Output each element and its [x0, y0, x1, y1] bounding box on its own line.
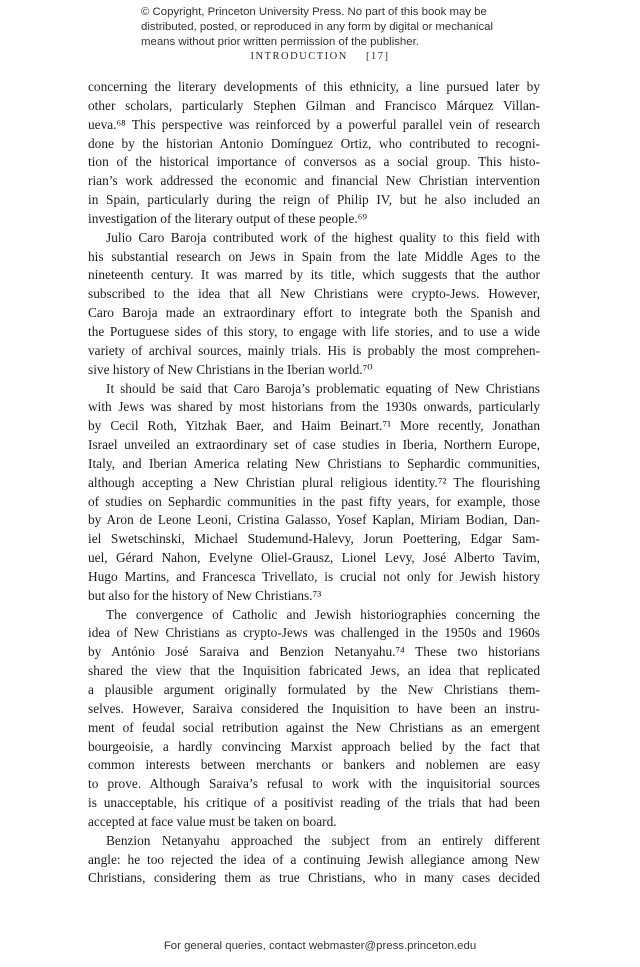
text-line: but also for the history of New Christians.⁷³ [88, 587, 322, 603]
text-line: other scholars, particularly Stephen Gilman and Francisco Márquez Villan- [88, 97, 540, 113]
text-line: investigation of the literary output of these people.⁶⁹ [88, 210, 368, 226]
text-line: Israel unveiled an extraordinary set of case studies in Iberia, Northern Europe, [88, 437, 540, 453]
text-line: variety of archival sources, mainly trials. His is probably the most comprehen- [88, 342, 540, 358]
text-line: a plausible argument originally formulated by the New Christians them- [88, 682, 540, 697]
text-line: the Portuguese sides of this story, to engage with life stories, and to use a wide [88, 323, 540, 339]
text-line: iel Swetschinski, Michael Studemund-Halevy, Jorun Poettering, Edgar Sam- [88, 531, 540, 547]
text-line: idea of New Christians as crypto-Jews was challenged in the 1950s and 1960s [88, 625, 540, 641]
copyright-line: means without prior written permission of the publisher. [141, 36, 419, 48]
text-line: accepted at face value must be taken on board. [88, 813, 337, 829]
paragraph [88, 832, 540, 889]
text-line: his substantial research on Jews in Spain from the late Middle Ages to the [88, 248, 540, 264]
text-line: concerning the literary developments of this ethnicity, a line pursued later by [88, 79, 540, 94]
text-line: uel, Gérard Nahon, Evelyne Oliel-Grausz, Lionel Levy, José Alberto Tavim, [88, 550, 540, 566]
copyright-notice [141, 5, 521, 50]
text-line: with Jews was shared by most historians from the 1930s onwards, particularly [88, 399, 540, 415]
text-line: to prove. Although Saraiva’s refusal to work with the inquisitorial sources [88, 776, 540, 792]
paragraph [88, 380, 540, 606]
text-line: Italy, and Iberian America relating New Christians to Sephardic communities, [88, 455, 540, 471]
text-line: ment of feudal social retribution against the New Christians as an emergent [88, 719, 540, 735]
text-line: common interests between merchants or bankers and noblemen are easy [88, 757, 540, 773]
text-line: although accepting a New Christian plural religious identity.⁷² The flourishing [88, 474, 540, 490]
text-line: Caro Baroja made an extraordinary effort to integrate both the Spanish and [88, 305, 540, 321]
page-number: [17] [365, 51, 390, 62]
text-line: done by the historian Antonio Domínguez Ortiz, who contributed to recogni- [88, 135, 540, 151]
footer-contact: For general queries, contact webmaster@press.princeton.edu [163, 940, 477, 952]
text-line: selves. However, Saraiva considered the Inquisition to have been an instru- [88, 700, 540, 716]
text-line: It should be said that Caro Baroja’s problematic equating of New Christians [106, 380, 540, 396]
text-line: of studies on Sephardic communities in the past fifty years, for example, those [88, 493, 540, 509]
copyright-line: © Copyright, Princeton University Press. No part of this book may be [141, 6, 487, 18]
text-line: by António José Saraiva and Benzion Netanyahu.⁷⁴ These two historians [88, 644, 540, 660]
text-line: in Spain, particularly during the reign of Philip IV, but he also included an [88, 192, 540, 208]
text-line: Julio Caro Baroja contributed work of the highest quality to this field with [106, 229, 540, 245]
paragraph [88, 606, 540, 832]
text-line: angle: he too rejected the idea of a continuing Jewish allegiance among New [88, 851, 540, 867]
text-line: subscribed to the idea that all New Christians were crypto-Jews. However, [88, 286, 540, 302]
body-text [88, 78, 540, 888]
text-line: nineteenth century. It was marred by its title, which suggests that the author [88, 267, 540, 283]
text-line: by Aron de Leone Leoni, Cristina Galasso, Yosef Kaplan, Miriam Bodian, Dan- [88, 512, 540, 528]
text-line: shared the view that the Inquisition fabricated Jews, an idea that replicated [88, 663, 540, 679]
text-line: Benzion Netanyahu approached the subject from an entirely different [106, 832, 540, 848]
text-line: Christians, considering them as true Christians, who in many cases decided [88, 870, 540, 886]
text-line: rian’s work addressed the economic and financial New Christian intervention [88, 173, 540, 189]
text-line: The convergence of Catholic and Jewish historiographies concerning the [106, 606, 540, 622]
text-line: tion of the historical importance of conversos as a social group. This histo- [88, 154, 540, 170]
text-line: bourgeoisie, a hardly convincing Marxist approach belied by the fact that [88, 738, 540, 754]
running-title: INTRODUCTION [250, 51, 348, 62]
text-line: sive history of New Christians in the Iberian world.⁷⁰ [88, 361, 373, 377]
paragraph [88, 229, 540, 380]
text-line: ueva.⁶⁸ This perspective was reinforced by a powerful parallel vein of research [88, 116, 540, 132]
running-head [0, 51, 640, 62]
text-line: by Cecil Roth, Yitzhak Baer, and Haim Beinart.⁷¹ More recently, Jonathan [88, 418, 540, 434]
paragraph [88, 78, 540, 229]
copyright-line: distributed, posted, or reproduced in any form by digital or mechanical [141, 21, 494, 33]
text-line: is unacceptable, his critique of a positivist reading of the trials that had been [88, 795, 540, 811]
text-line: Hugo Martins, and Francesca Trivellato, is crucial not only for Jewish history [88, 568, 540, 584]
